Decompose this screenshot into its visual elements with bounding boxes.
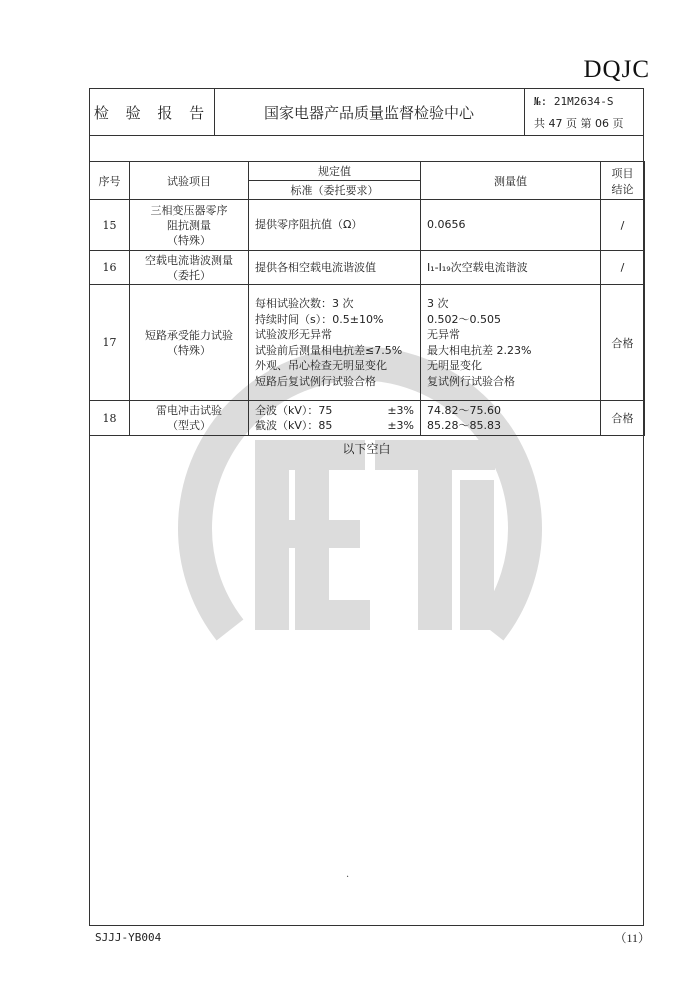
- row-item: [130, 401, 249, 436]
- header-verdict-line2: 结论: [611, 182, 634, 196]
- measured-line: 无明显变化: [427, 359, 482, 372]
- measured-line: 74.82～75.60: [427, 403, 501, 417]
- row-item-line: （委托）: [167, 268, 211, 282]
- row-item-line: 空载电流谐波测量: [145, 253, 233, 267]
- header-measured: 测量值: [421, 162, 601, 200]
- test-results-table: [89, 161, 645, 436]
- row-item-line: （型式）: [167, 419, 211, 432]
- row-number: 16: [90, 251, 130, 285]
- row-item-line: （特殊）: [167, 343, 211, 357]
- measured-line: 复试例行试验合格: [427, 374, 515, 388]
- row-item-line: 三相变压器零序: [150, 203, 228, 217]
- row-spec: [249, 285, 421, 401]
- row-item: [130, 200, 249, 251]
- center-name: 国家电器产品质量监督检验中心: [214, 89, 525, 135]
- table-row: [90, 200, 645, 251]
- header-seq: 序号: [90, 162, 130, 200]
- spec-text: 截波（kV）：85: [255, 419, 333, 432]
- table-row: [90, 251, 645, 285]
- form-code: SJJJ-YB004: [95, 931, 162, 944]
- spec-text: 全波（kV）：75: [255, 403, 333, 417]
- row-number: 17: [90, 285, 130, 401]
- row-spec: 提供零序阻抗值（Ω）: [249, 200, 421, 251]
- row-measured: [421, 285, 601, 401]
- row-spec: [249, 401, 421, 436]
- spec-line: [255, 418, 420, 434]
- row-number: 18: [90, 401, 130, 436]
- page-count: 共 47 页 第 06 页: [534, 117, 624, 130]
- page-number: （11）: [614, 931, 650, 945]
- header-verdict-line1: 项目: [611, 166, 634, 180]
- row-item: [130, 251, 249, 285]
- row-measured: [421, 401, 601, 436]
- report-header: [89, 88, 644, 136]
- row-measured: I₁-I₁₉次空载电流谐波: [421, 251, 601, 285]
- row-verdict: /: [601, 251, 645, 285]
- row-spec: 提供各相空载电流谐波值: [249, 251, 421, 285]
- spec-line: [255, 403, 420, 419]
- row-verdict: /: [601, 200, 645, 251]
- spec-line: 每相试验次数：3 次: [255, 297, 354, 310]
- report-meta: [524, 89, 643, 135]
- header-standard: 标准（委托要求）: [249, 181, 421, 200]
- measured-line: 3 次: [427, 297, 449, 310]
- header-verdict: [601, 162, 645, 200]
- spec-tolerance: ±3%: [387, 419, 414, 432]
- measured-line: 无异常: [427, 328, 460, 341]
- measured-line: 0.502～0.505: [427, 312, 501, 326]
- scan-dot: ·: [346, 872, 350, 883]
- table-row: [90, 285, 645, 401]
- corner-code: DQJC: [583, 56, 650, 83]
- row-item-line: 短路承受能力试验: [145, 328, 233, 342]
- header-item: 试验项目: [130, 162, 249, 200]
- spec-tolerance: ±3%: [387, 403, 414, 417]
- row-item-line: 阻抗测量: [167, 218, 211, 232]
- spec-line: 试验波形无异常: [255, 328, 332, 341]
- row-item: [130, 285, 249, 401]
- measured-line: 最大相电抗差 2.23%: [427, 343, 532, 357]
- table-row: [90, 401, 645, 436]
- blank-below-note: 以下空白: [342, 442, 391, 456]
- spec-line: 试验前后测量相电抗差≤7.5%: [255, 343, 403, 357]
- row-verdict: 合格: [601, 285, 645, 401]
- header-spec: 规定值: [249, 162, 421, 181]
- row-number: 15: [90, 200, 130, 251]
- row-item-line: 雷电冲击试验: [156, 404, 222, 417]
- spec-line: 持续时间（s）：0.5±10%: [255, 312, 384, 326]
- report-title: 检 验 报 告: [90, 89, 215, 135]
- row-measured: 0.0656: [421, 200, 601, 251]
- report-number: №: 21M2634-S: [534, 95, 614, 108]
- measured-line: 85.28～85.83: [427, 419, 501, 432]
- spec-line: 短路后复试例行试验合格: [255, 374, 376, 388]
- row-verdict: 合格: [601, 401, 645, 436]
- spec-line: 外观、吊心检查无明显变化: [255, 359, 387, 372]
- row-item-line: （特殊）: [167, 233, 211, 247]
